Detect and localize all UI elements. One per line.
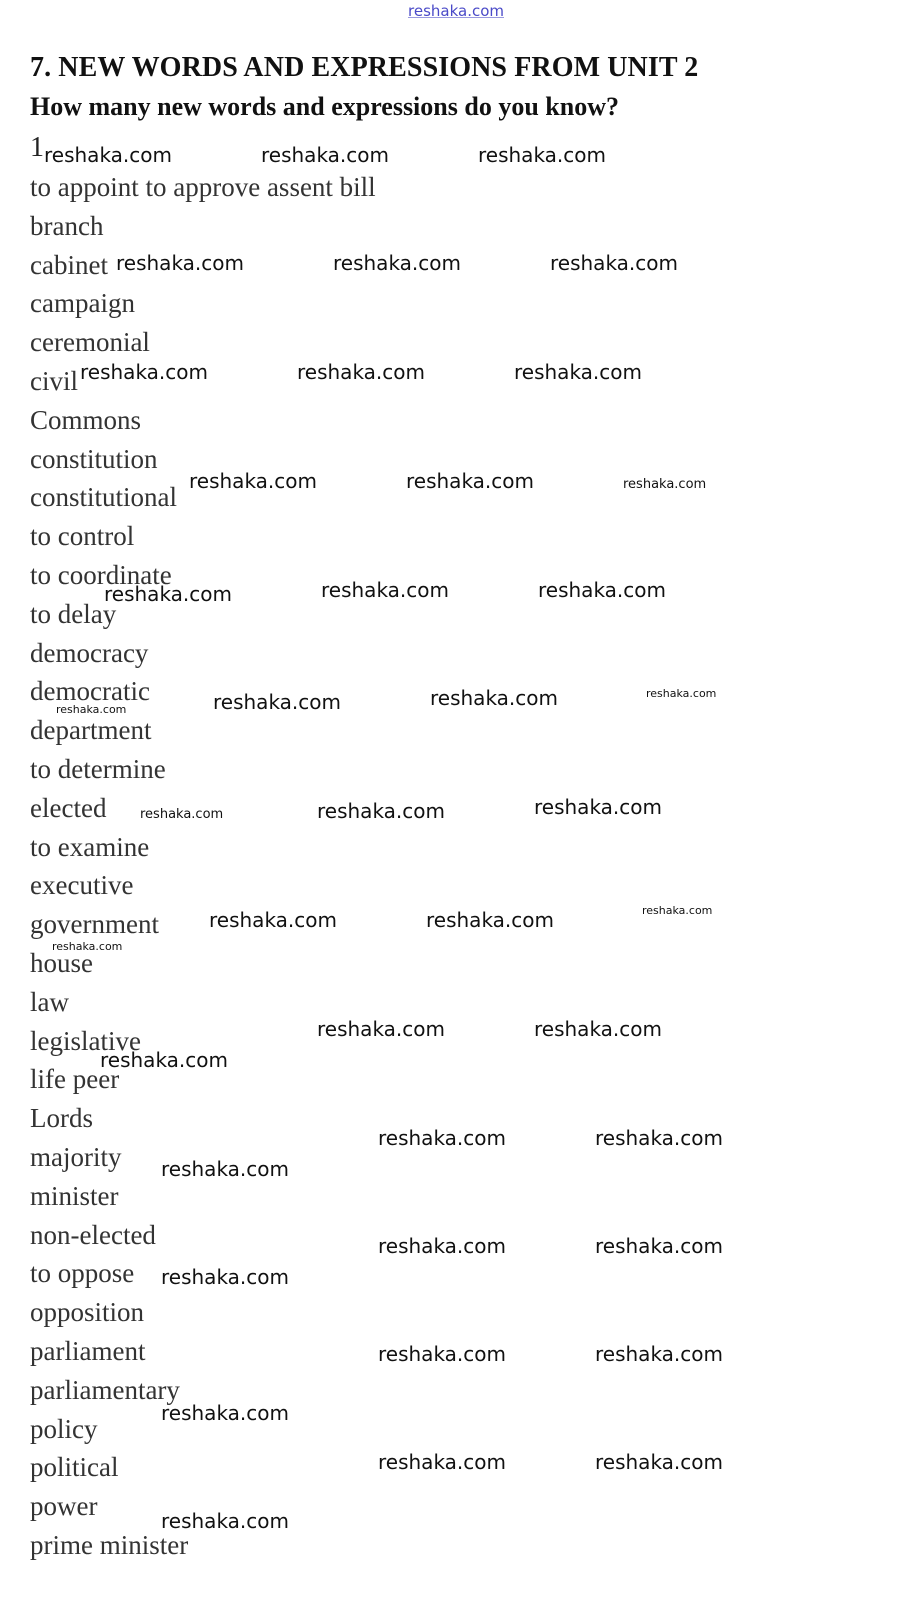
watermark: reshaka.com: [595, 1450, 723, 1474]
word-item: parliamentary: [30, 1374, 180, 1405]
section-subtitle: How many new words and expressions do you know?: [30, 92, 619, 121]
watermark: reshaka.com: [478, 143, 606, 167]
word-item: political: [30, 1452, 119, 1483]
watermark: reshaka.com: [550, 251, 678, 275]
exercise-number: 1: [30, 132, 44, 163]
word-item: parliament: [30, 1335, 146, 1366]
word-item: house: [30, 947, 93, 978]
word-item: life peer: [30, 1064, 120, 1095]
word-item: policy: [30, 1413, 98, 1444]
watermark: reshaka.com: [100, 1048, 228, 1072]
watermark: reshaka.com: [44, 143, 172, 167]
word-item: legislative: [30, 1025, 141, 1056]
word-item: prime minister: [30, 1529, 189, 1560]
watermark: reshaka.com: [56, 703, 127, 716]
watermark: reshaka.com: [646, 687, 717, 700]
watermark: reshaka.com: [378, 1234, 506, 1258]
watermark: reshaka.com: [189, 469, 317, 493]
watermark: reshaka.com: [321, 578, 449, 602]
watermark: reshaka.com: [426, 908, 554, 932]
watermark: reshaka.com: [140, 807, 224, 822]
watermark: reshaka.com: [52, 940, 123, 953]
watermark: reshaka.com: [406, 469, 534, 493]
watermark: reshaka.com: [261, 143, 389, 167]
word-item: Commons: [30, 404, 142, 435]
watermark: reshaka.com: [104, 582, 232, 606]
watermark: reshaka.com: [378, 1342, 506, 1366]
watermark: reshaka.com: [161, 1509, 289, 1533]
word-item: to delay: [30, 598, 117, 629]
word-item: opposition: [30, 1297, 145, 1328]
watermark: reshaka.com: [595, 1126, 723, 1150]
watermark: reshaka.com: [209, 908, 337, 932]
watermark: reshaka.com: [297, 360, 425, 384]
word-item: to coordinate: [30, 559, 172, 590]
watermark: reshaka.com: [514, 360, 642, 384]
section-title: 7. NEW WORDS AND EXPRESSIONS FROM UNIT 2: [30, 52, 699, 83]
watermark: reshaka.com: [213, 690, 341, 714]
watermark: reshaka.com: [333, 251, 461, 275]
watermark: reshaka.com: [534, 795, 662, 819]
word-item: civil: [30, 365, 78, 396]
watermark: reshaka.com: [378, 1450, 506, 1474]
watermark: reshaka.com: [595, 1234, 723, 1258]
watermark: reshaka.com: [430, 686, 558, 710]
site-link[interactable]: reshaka.com: [408, 2, 504, 20]
word-item: department: [30, 715, 152, 746]
word-item: cabinet: [30, 249, 108, 280]
watermark: reshaka.com: [538, 578, 666, 602]
word-item: executive: [30, 870, 134, 901]
word-item: to control: [30, 521, 135, 552]
word-item: Lords: [30, 1103, 93, 1134]
word-item: minister: [30, 1180, 119, 1211]
word-item: to determine: [30, 753, 166, 784]
word-item: government: [30, 909, 159, 940]
word-item: constitutional: [30, 482, 177, 513]
word-item: majority: [30, 1141, 122, 1172]
word-item: elected: [30, 792, 107, 823]
watermark: reshaka.com: [534, 1017, 662, 1041]
watermark: reshaka.com: [642, 904, 713, 917]
word-item: democracy: [30, 637, 149, 668]
watermark: reshaka.com: [317, 799, 445, 823]
word-item: non-elected: [30, 1219, 156, 1250]
watermark: reshaka.com: [161, 1401, 289, 1425]
word-item: ceremonial: [30, 327, 150, 358]
word-item: constitution: [30, 443, 158, 474]
word-item: campaign: [30, 288, 135, 319]
word-item: law: [30, 986, 69, 1017]
word-item: power: [30, 1491, 98, 1522]
watermark: reshaka.com: [378, 1126, 506, 1150]
watermark: reshaka.com: [595, 1342, 723, 1366]
watermark: reshaka.com: [161, 1157, 289, 1181]
watermark: reshaka.com: [161, 1265, 289, 1289]
word-item: to examine: [30, 831, 150, 862]
watermark: reshaka.com: [623, 477, 707, 492]
word-item: to oppose: [30, 1258, 135, 1289]
word-item: branch: [30, 210, 104, 241]
watermark: reshaka.com: [116, 251, 244, 275]
watermark: reshaka.com: [317, 1017, 445, 1041]
word-item: to appoint to approve assent bill: [30, 172, 376, 202]
watermark: reshaka.com: [80, 360, 208, 384]
word-item: democratic: [30, 676, 150, 707]
